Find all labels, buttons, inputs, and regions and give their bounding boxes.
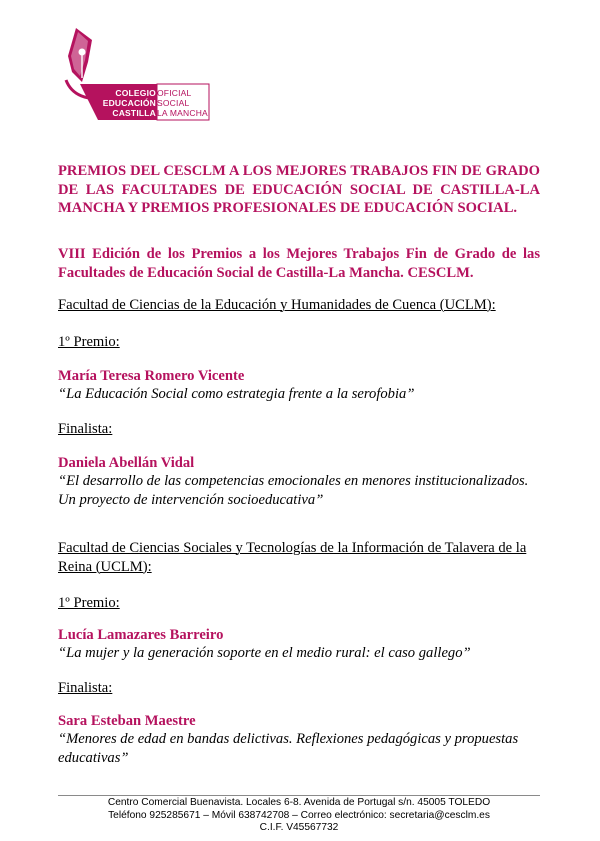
logo-text-right bbox=[157, 88, 217, 118]
finalist-name: Daniela Abellán Vidal bbox=[58, 455, 195, 471]
logo-right-line: LA MANCHA bbox=[157, 108, 208, 118]
logo-right-line: OFICIAL bbox=[157, 88, 192, 98]
faculty-talavera-title: Facultad de Ciencias Sociales y Tecnologías de la Información de Talavera de la Reina (UCLM): bbox=[58, 540, 527, 575]
first-prize-winner-name: Lucía Lamazares Barreiro bbox=[58, 627, 224, 643]
college-logo bbox=[58, 26, 218, 126]
logo-left-line: CASTILLA bbox=[112, 108, 156, 118]
finalist-work-title: “El desarrollo de las competencias emocionales en menores institucionalizados. Un proyecto de intervención socioeducativa” bbox=[58, 473, 529, 508]
finalist-work-title: “Menores de edad en bandas delictivas. Reflexiones pedagógicas y propuestas educativas” bbox=[58, 731, 519, 766]
footer bbox=[58, 797, 540, 835]
first-prize-work-title: “La mujer y la generación soporte en el medio rural: el caso gallego” bbox=[58, 645, 471, 661]
document-heading: PREMIOS DEL CESCLM A LOS MEJORES TRABAJOS FIN DE GRADO DE LAS FACULTADES DE EDUCACIÓN SOCIAL DE CASTILLA-LA MANCHA Y PREMIOS PROFESIONALES DE EDUCACIÓN SOCIAL. bbox=[58, 163, 540, 216]
first-prize-label: 1º Premio: bbox=[58, 334, 120, 350]
first-prize-label: 1º Premio: bbox=[58, 595, 120, 611]
footer-address: Centro Comercial Buenavista. Locales 6-8. Avenida de Portugal s/n. 45005 TOLEDO bbox=[107, 797, 491, 808]
logo-left-line: EDUCACIÓN bbox=[102, 98, 156, 108]
edition-subheading: VIII Edición de los Premios a los Mejores Trabajos Fin de Grado de las Facultades de Educación Social de Castilla-La Mancha. CESCLM. bbox=[58, 246, 540, 281]
footer-cif: C.I.F. V45567732 bbox=[259, 822, 339, 834]
footer-divider bbox=[58, 795, 540, 796]
first-prize-work-title: “La Educación Social como estrategia frente a la serofobia” bbox=[58, 386, 415, 402]
finalist-label: Finalista: bbox=[58, 421, 113, 437]
logo-left-line: COLEGIO bbox=[115, 88, 156, 98]
first-prize-winner-name: María Teresa Romero Vicente bbox=[58, 368, 245, 384]
faculty-cuenca-title: Facultad de Ciencias de la Educación y Humanidades de Cuenca (UCLM): bbox=[58, 297, 496, 313]
footer-contact: Teléfono 925285671 – Móvil 638742708 – Correo electrónico: secretaria@cesclm.es bbox=[108, 809, 490, 821]
logo-right-line: SOCIAL bbox=[157, 98, 190, 108]
finalist-name: Sara Esteban Maestre bbox=[58, 713, 196, 729]
finalist-label: Finalista: bbox=[58, 680, 113, 696]
logo-text-left bbox=[86, 88, 156, 118]
